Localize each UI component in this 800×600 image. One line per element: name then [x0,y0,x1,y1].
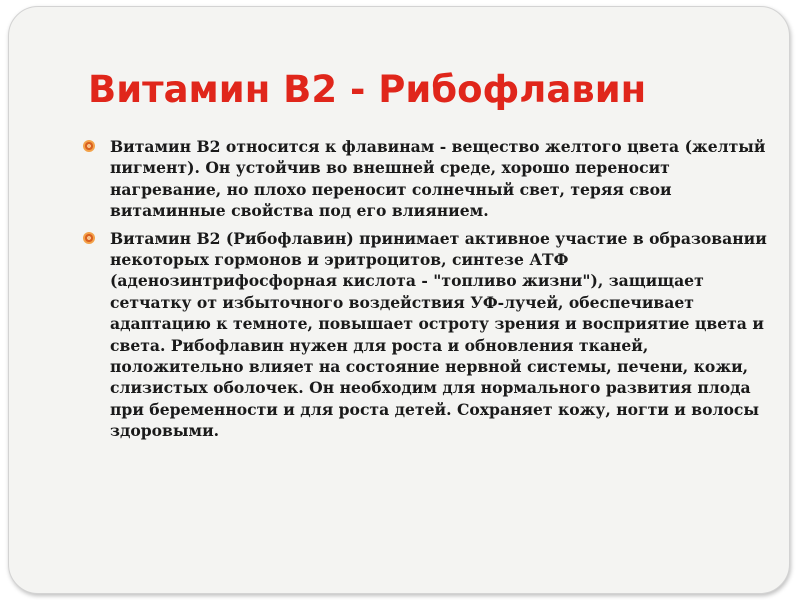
bullet-text: Витамин В2 (Рибофлавин) принимает активное участие в образовании некоторых гормонов и эритроцитов, синтезе АТФ (аденозинтрифосфорная кислота - "топливо жизни"), защищает сетчатку от избыточного воздействия УФ-лучей, обеспечивает адаптацию к темноте, повышает остроту зрения и восприятие цвета и света. Рибофлавин нужен для роста и обновления тканей, положительно влияет на состояние нервной системы, печени, кожи, слизистых оболочек. Он необходим для нормального развития плода при беременности и для роста детей. Сохраняет кожу, ногти и волосы здоровыми. [110,228,767,441]
slide-content [80,136,770,448]
bullet-icon [83,140,95,152]
bullet-icon [83,232,95,244]
bullet-item [80,228,770,442]
bullet-item [80,136,770,222]
bullet-text: Витамин В2 относится к флавинам - вещество желтого цвета (желтый пигмент). Он устойчив во внешней среде, хорошо переносит нагревание, но плохо переносит солнечный свет, теряя свои витаминные свойства под его влиянием. [110,137,766,221]
slide-title: Витамин B2 - Рибофлавин [88,68,647,111]
